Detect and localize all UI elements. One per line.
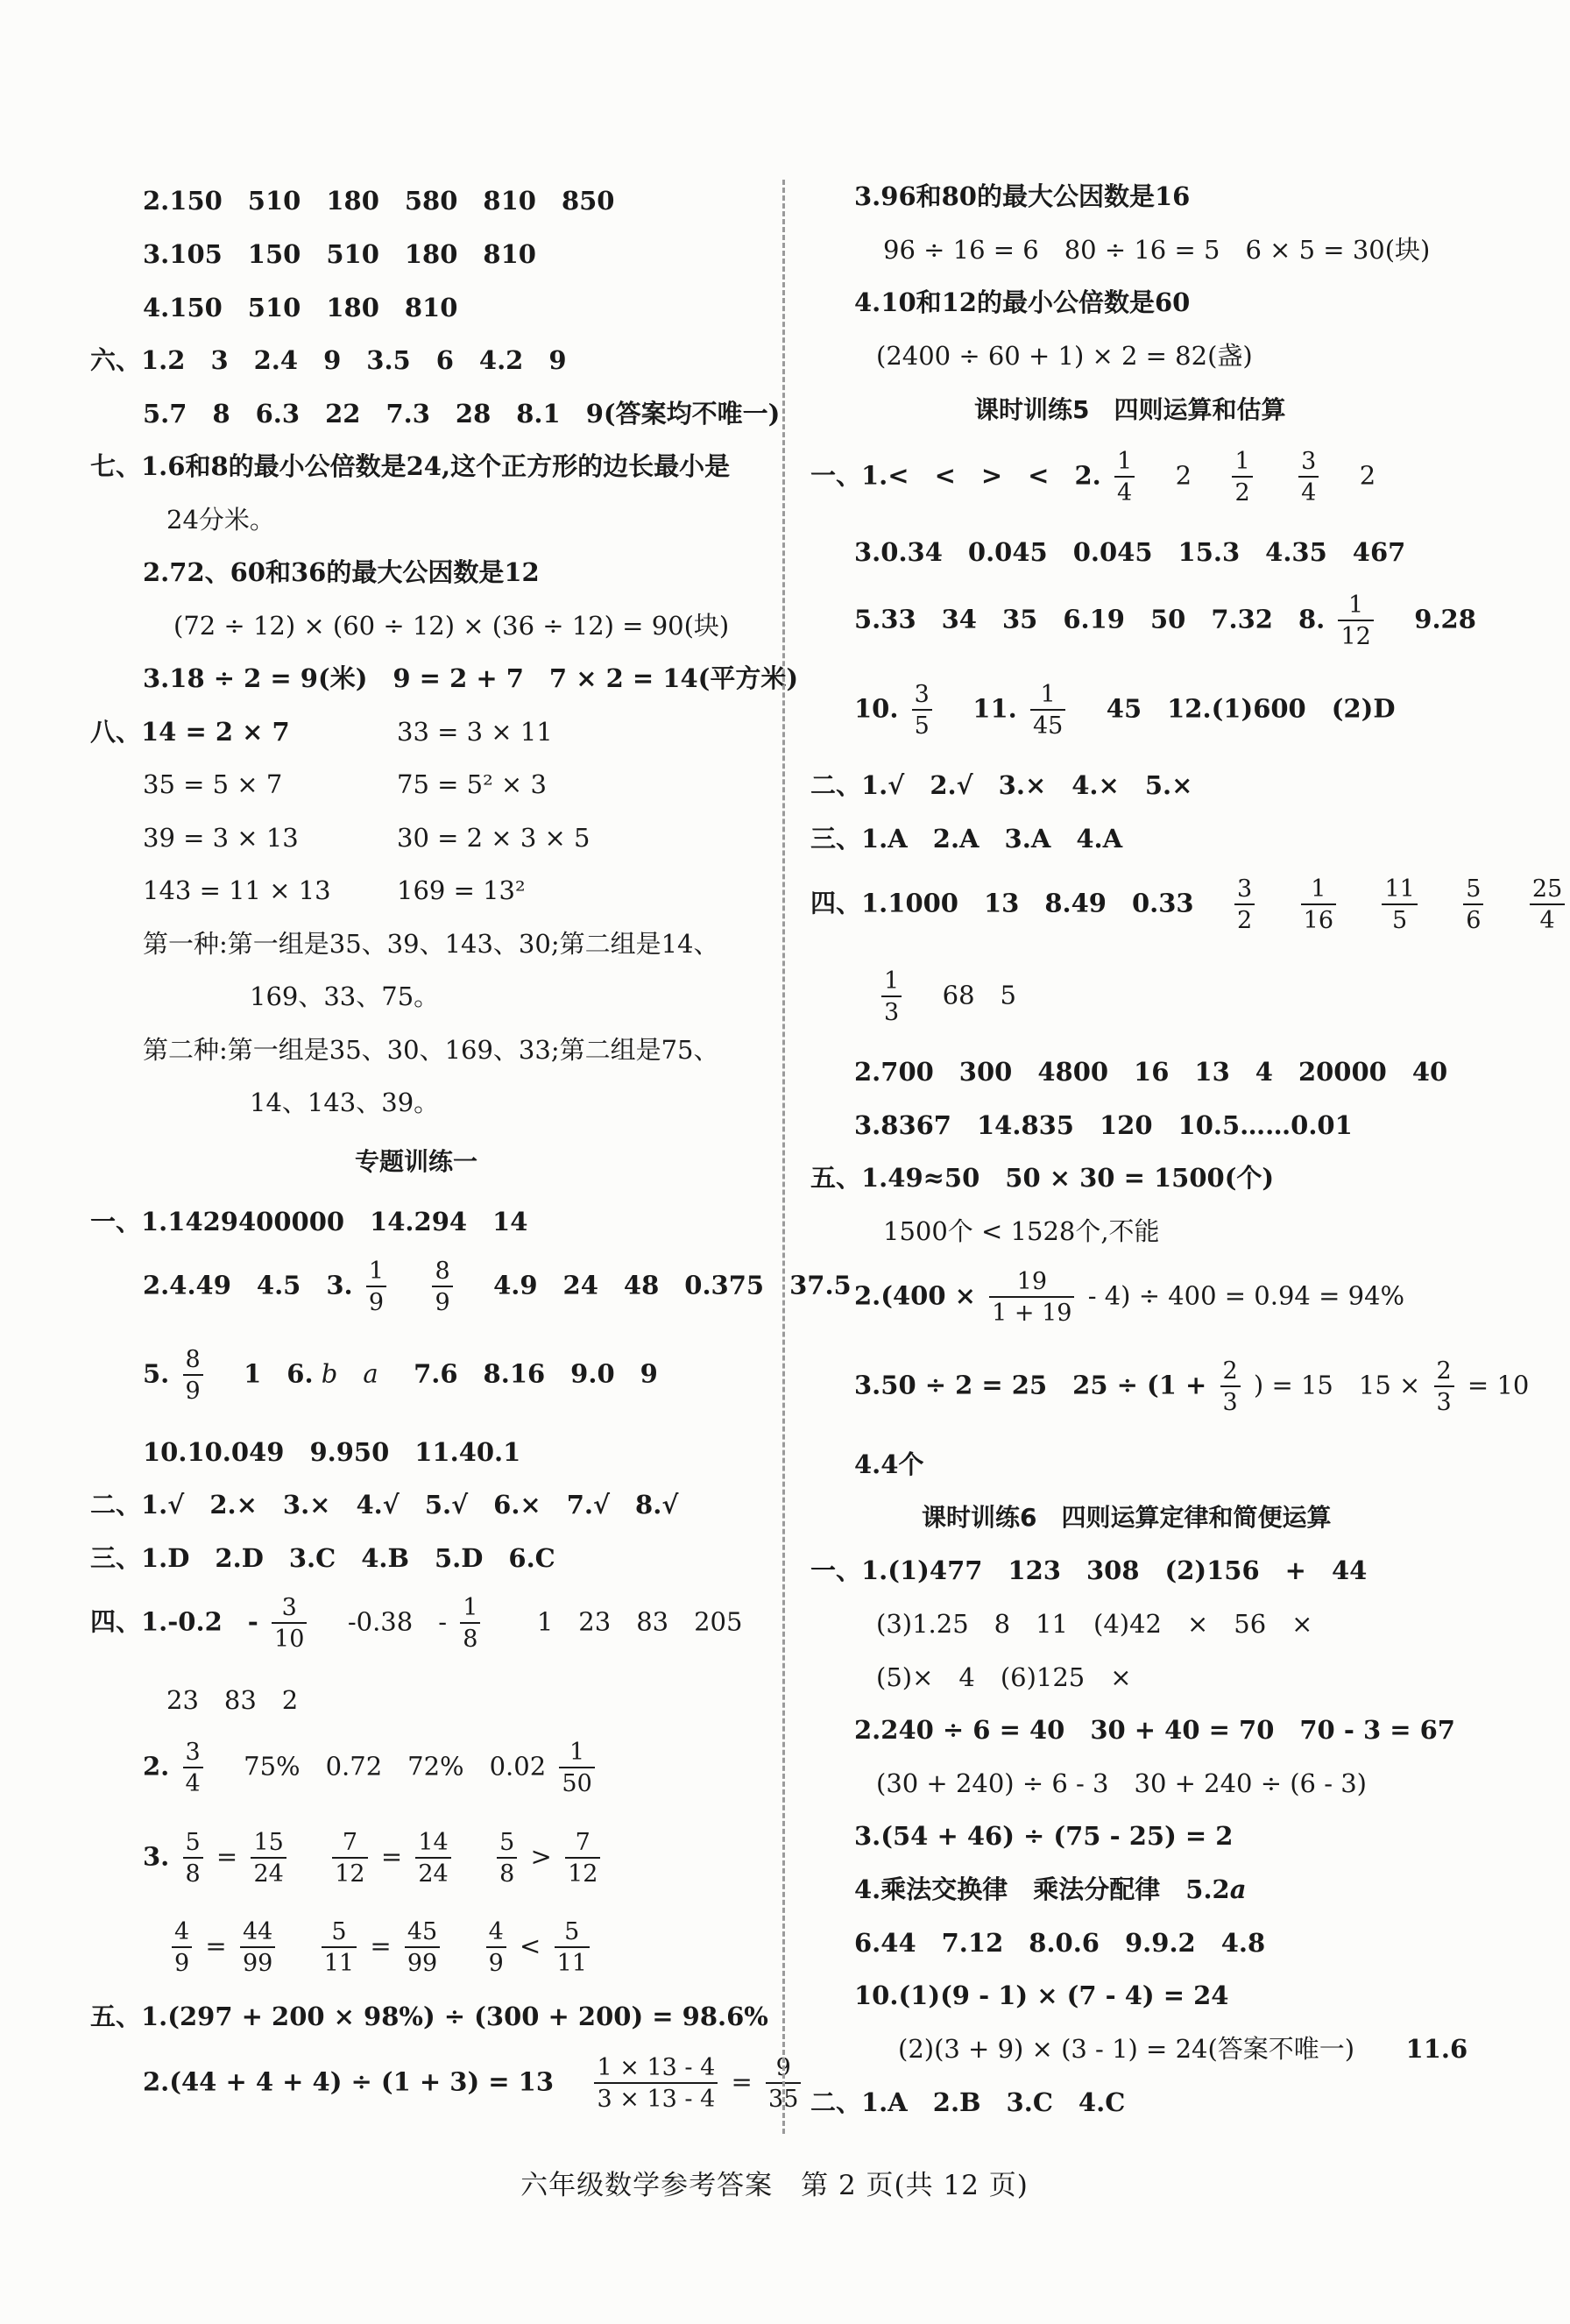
fraction: $\frac{3}{4}$ bbox=[1298, 449, 1319, 506]
answer-line: 四、1.1000 13 8.49 0.33 $\frac{3}{2}$ $\frac{1}{16}$ $\frac{11}{5}$ $\frac{5}{6}$ $\frac{25}{4}$ bbox=[810, 876, 1570, 933]
right-column bbox=[789, 0, 1563, 2165]
fraction: $\frac{1}{2}$ bbox=[1232, 449, 1252, 506]
fraction: $\frac{7}{12}$ bbox=[565, 1830, 600, 1887]
answer-line: 2.700 300 4800 16 13 4 20000 40 bbox=[854, 1057, 1448, 1087]
answer-line: 3.50 ÷ 2 = 25 25 ÷ (1 + $\frac{2}{3}$ ) = 15 15 × $\frac{2}{3}$ = 10 bbox=[854, 1357, 1530, 1417]
factor-line: 35 = 5 × 7 bbox=[143, 769, 283, 799]
fraction: $\frac{2}{3}$ bbox=[1220, 1358, 1241, 1415]
fraction: $\frac{1}{16}$ bbox=[1301, 876, 1336, 933]
answer-line: 3.8367 14.835 120 10.5……0.01 bbox=[854, 1110, 1353, 1140]
answer-line: $\frac{4}{9}$ = $\frac{44}{99}$ $\frac{5}{11}$ = $\frac{45}{99}$ $\frac{4}{9}$ < $\frac{5}{11}$ bbox=[166, 1919, 595, 1976]
answer-line: 5.7 8 6.3 22 7.3 28 8.1 9(答案均不唯一) bbox=[143, 399, 781, 429]
answer-line: 1500个 < 1528个,不能 bbox=[883, 1216, 1160, 1246]
answer-line: 2.72、60和36的最大公因数是12 bbox=[143, 557, 540, 587]
fraction: $\frac{3}{5}$ bbox=[912, 682, 932, 739]
fraction: $\frac{1 \times 13 - 4}{3 \times 13 - 4}$ bbox=[594, 2055, 718, 2112]
factor-line: 169 = 13² bbox=[397, 875, 526, 905]
column-divider bbox=[782, 180, 785, 2134]
answer-line: 3.96和80的最大公因数是16 bbox=[854, 181, 1191, 211]
answer-line: (2)(3 + 9) × (3 - 1) = 24(答案不唯一) 11.6 bbox=[898, 2034, 1468, 2064]
answer-line: (72 ÷ 12) × (60 ÷ 12) × (36 ÷ 12) = 90(块) bbox=[173, 611, 730, 641]
factor-line: 143 = 11 × 13 bbox=[143, 875, 331, 905]
fraction: $\frac{15}{24}$ bbox=[251, 1830, 286, 1887]
answer-line: 2.4.49 4.5 3. $\frac{1}{9}$ $\frac{8}{9}$ 4.9 24 48 0.375 37.5 bbox=[143, 1258, 852, 1317]
answer-line: 2. $\frac{3}{4}$ 75% 0.72 72% 0.02 $\frac{1}{50}$ bbox=[143, 1739, 600, 1796]
factor-line: 75 = 5² × 3 bbox=[397, 769, 547, 799]
factor-line: 八、14 = 2 × 7 bbox=[90, 717, 290, 747]
factor-line: 39 = 3 × 13 bbox=[143, 823, 299, 853]
fraction: $\frac{1}{8}$ bbox=[460, 1595, 480, 1652]
answer-line: 3. $\frac{5}{8}$ = $\frac{15}{24}$ $\frac{7}{12}$ = $\frac{14}{24}$ $\frac{5}{8}$ > $\frac{7}{12}$ bbox=[143, 1830, 605, 1887]
answer-line: 五、1.(297 + 200 × 98%) ÷ (300 + 200) = 98.6% bbox=[90, 2002, 768, 2031]
answer-line: (3)1.25 8 11 (4)42 × 56 × bbox=[876, 1609, 1313, 1639]
fraction: $\frac{45}{99}$ bbox=[405, 1919, 440, 1976]
answer-line: 3.105 150 510 180 810 bbox=[143, 239, 536, 269]
fraction: $\frac{3}{2}$ bbox=[1234, 876, 1255, 933]
section-title: 课时训练5 四则运算和估算 bbox=[974, 395, 1286, 424]
fraction: $\frac{8}{9}$ bbox=[183, 1347, 203, 1404]
fraction: $\frac{5}{11}$ bbox=[322, 1919, 357, 1976]
answer-line: 10.(1)(9 - 1) × (7 - 4) = 24 bbox=[854, 1980, 1229, 2010]
fraction: $\frac{3}{4}$ bbox=[183, 1739, 203, 1796]
fraction: $\frac{4}{9}$ bbox=[486, 1919, 506, 1976]
answer-line: 二、1.A 2.B 3.C 4.C bbox=[810, 2087, 1126, 2117]
fraction: $\frac{5}{6}$ bbox=[1463, 876, 1483, 933]
fraction: $\frac{44}{99}$ bbox=[240, 1919, 275, 1976]
page-footer: 六年级数学参考答案 第 2 页(共 12 页) bbox=[520, 2170, 1029, 2201]
fraction: $\frac{25}{4}$ bbox=[1530, 876, 1565, 933]
answer-line: 三、1.A 2.A 3.A 4.A bbox=[810, 824, 1123, 854]
section-title: 课时训练6 四则运算定律和简便运算 bbox=[922, 1503, 1332, 1532]
answer-line: 三、1.D 2.D 3.C 4.B 5.D 6.C bbox=[90, 1543, 555, 1573]
answer-line: 10. $\frac{3}{5}$ 11. $\frac{1}{45}$ 45 12.(1)600 (2)D bbox=[854, 681, 1396, 740]
section-title: 专题训练一 bbox=[355, 1147, 478, 1176]
fraction: $\frac{1}{4}$ bbox=[1114, 449, 1135, 506]
answer-line: 24分米。 bbox=[166, 505, 275, 535]
answer-line: 4.乘法交换律 乘法分配律 5.2a bbox=[854, 1874, 1247, 1904]
answer-line: 4.4个 bbox=[854, 1449, 924, 1479]
answer-line: 二、1.√ 2.× 3.× 4.√ 5.√ 6.× 7.√ 8.√ bbox=[90, 1490, 679, 1520]
answer-line: 3.0.34 0.045 0.045 15.3 4.35 467 bbox=[854, 537, 1406, 567]
fraction: $\frac{9}{35}$ bbox=[766, 2055, 801, 2112]
fraction: $\frac{1}{45}$ bbox=[1030, 682, 1065, 739]
fraction: $\frac{5}{8}$ bbox=[497, 1830, 517, 1887]
answer-line: 一、1.(1)477 123 308 (2)156 + 44 bbox=[810, 1555, 1368, 1585]
answer-line: (5)× 4 (6)125 × bbox=[876, 1662, 1132, 1692]
answer-line: (2400 ÷ 60 + 1) × 2 = 82(盏) bbox=[876, 341, 1253, 371]
fraction: $\frac{2}{3}$ bbox=[1434, 1358, 1454, 1415]
answer-line: 23 83 2 bbox=[166, 1685, 299, 1715]
answer-line: $\frac{1}{3}$ 68 5 bbox=[876, 968, 1016, 1025]
answer-line: 六、1.2 3 2.4 9 3.5 6 4.2 9 bbox=[90, 345, 567, 375]
answer-line: 4.150 510 180 810 bbox=[143, 293, 458, 322]
answer-line: 5.33 34 35 6.19 50 7.32 8. $\frac{1}{12}$ 9.28 bbox=[854, 592, 1476, 651]
answer-line: 10.10.049 9.950 11.40.1 bbox=[143, 1437, 521, 1467]
answer-line: 一、1.< < > < 2. $\frac{1}{4}$ 2 $\frac{1}{2}$ $\frac{3}{4}$ 2 bbox=[810, 448, 1376, 507]
answer-line: 五、1.49≈50 50 × 30 = 1500(个) bbox=[810, 1163, 1275, 1193]
fraction: $\frac{8}{9}$ bbox=[432, 1258, 452, 1315]
answer-line: 3.(54 + 46) ÷ (75 - 25) = 2 bbox=[854, 1821, 1234, 1851]
answer-line: 2.(44 + 4 + 4) ÷ (1 + 3) = 13 $\frac{1 \times 13 - 4}{3 \times 13 - 4}$ = $\frac{9}{35}$ bbox=[143, 2055, 806, 2112]
answer-line: 5. $\frac{8}{9}$ 1 6. b a 7.6 8.16 9.0 9 bbox=[143, 1346, 658, 1406]
answer-line: 一、1.1429400000 14.294 14 bbox=[90, 1207, 528, 1236]
answer-line: 四、1.-0.2 - $\frac{3}{10}$ -0.38 - $\frac{1}{8}$ 1 23 83 205 bbox=[90, 1594, 743, 1654]
answer-line: 七、1.6和8的最小公倍数是24,这个正方形的边长最小是 bbox=[90, 451, 731, 481]
fraction: $\frac{14}{24}$ bbox=[415, 1830, 450, 1887]
answer-line: 6.44 7.12 8.0.6 9.9.2 4.8 bbox=[854, 1928, 1266, 1958]
answer-line: 14、143、39。 bbox=[250, 1088, 440, 1117]
fraction: $\frac{1}{12}$ bbox=[1338, 592, 1373, 649]
answer-line: 96 ÷ 16 = 6 80 ÷ 16 = 5 6 × 5 = 30(块) bbox=[883, 235, 1431, 265]
factor-line: 33 = 3 × 11 bbox=[397, 717, 553, 747]
answer-line: 2.240 ÷ 6 = 40 30 + 40 = 70 70 - 3 = 67 bbox=[854, 1715, 1455, 1745]
fraction: $\frac{1}{50}$ bbox=[559, 1739, 594, 1796]
fraction: $\frac{1}{3}$ bbox=[881, 968, 902, 1025]
fraction: $\frac{19}{1 + 19}$ bbox=[989, 1269, 1074, 1326]
fraction: $\frac{3}{10}$ bbox=[272, 1595, 307, 1652]
answer-line: 2.(400 × $\frac{19}{1 + 19}$ - 4) ÷ 400 = 0.94 = 94% bbox=[854, 1268, 1405, 1328]
fraction: $\frac{1}{9}$ bbox=[366, 1258, 386, 1315]
fraction: $\frac{5}{11}$ bbox=[555, 1919, 590, 1976]
fraction: $\frac{7}{12}$ bbox=[332, 1830, 367, 1887]
fraction: $\frac{11}{5}$ bbox=[1382, 876, 1417, 933]
answer-line: 169、33、75。 bbox=[250, 981, 440, 1011]
answer-line: 第一种:第一组是35、39、143、30;第二组是14、 bbox=[143, 929, 719, 959]
fraction: $\frac{5}{8}$ bbox=[183, 1830, 203, 1887]
answer-line: (30 + 240) ÷ 6 - 3 30 + 240 ÷ (6 - 3) bbox=[876, 1768, 1367, 1798]
factor-line: 30 = 2 × 3 × 5 bbox=[397, 823, 591, 853]
answer-line: 二、1.√ 2.√ 3.× 4.× 5.× bbox=[810, 770, 1193, 800]
answer-line: 4.10和12的最小公倍数是60 bbox=[854, 287, 1191, 317]
answer-line: 2.150 510 180 580 810 850 bbox=[143, 186, 615, 216]
answer-line: 3.18 ÷ 2 = 9(米) 9 = 2 + 7 7 × 2 = 14(平方米) bbox=[143, 663, 799, 693]
fraction: $\frac{4}{9}$ bbox=[172, 1919, 192, 1976]
answer-line: 第二种:第一组是35、30、169、33;第二组是75、 bbox=[143, 1035, 719, 1065]
